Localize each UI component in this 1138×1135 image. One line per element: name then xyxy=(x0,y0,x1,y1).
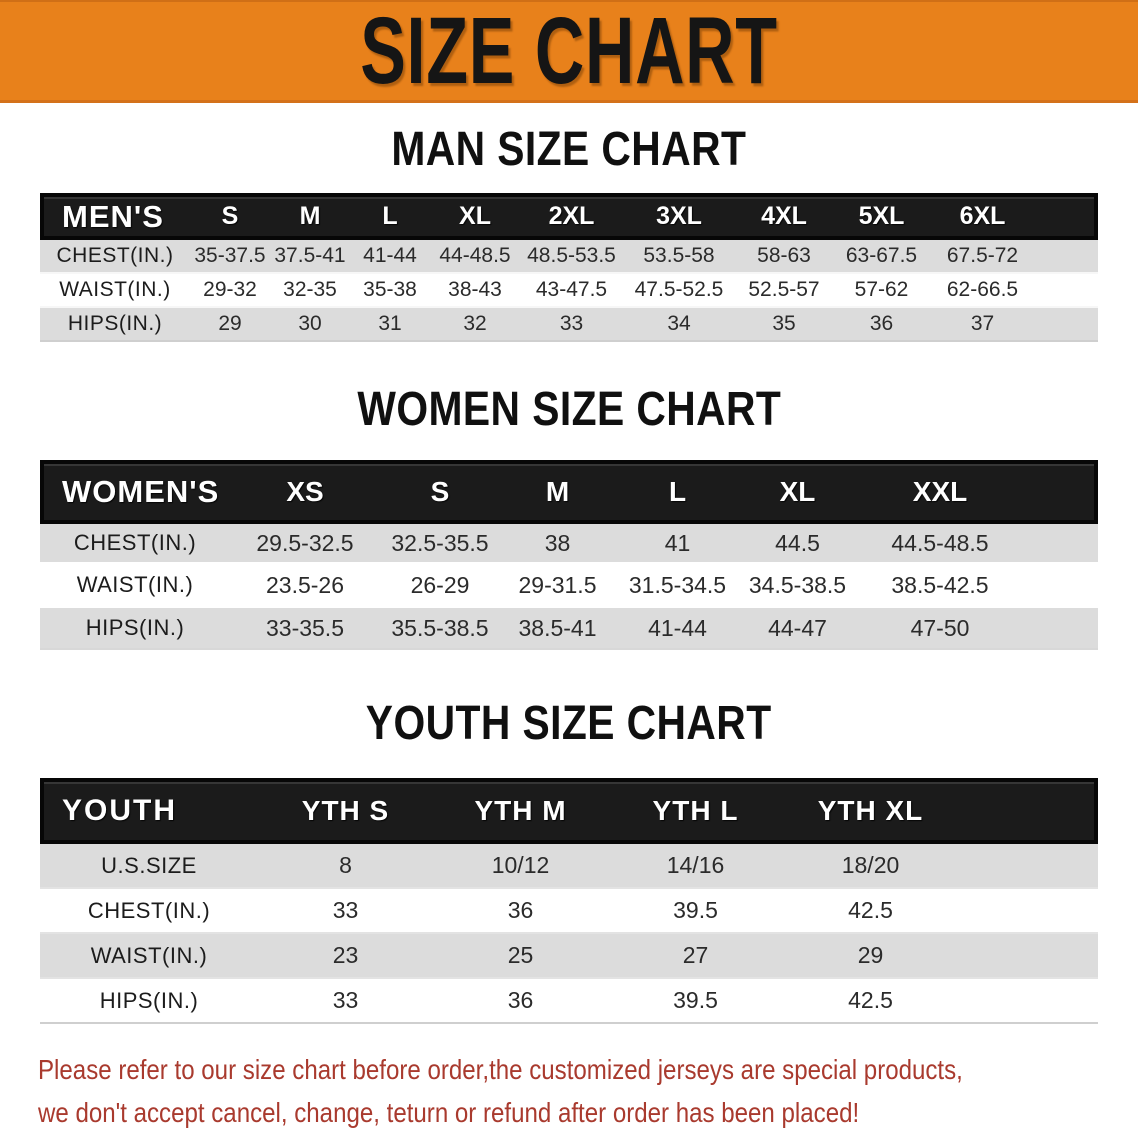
table-cell: 18/20 xyxy=(783,844,958,889)
column-header-6xl: 6XL xyxy=(930,193,1035,240)
table-cell: 23 xyxy=(258,934,433,979)
table-cell: 35.5-38.5 xyxy=(380,608,500,650)
womens-section-heading xyxy=(0,383,1138,436)
filler-cell xyxy=(958,979,1098,1024)
table-cell: 8 xyxy=(258,844,433,889)
mens-heading-text: MAN SIZE CHART xyxy=(391,123,747,176)
table-cell: 36 xyxy=(433,979,608,1024)
table-cell: 38 xyxy=(500,524,615,566)
table-cell: 47.5-52.5 xyxy=(623,274,735,308)
table-cell: 44.5-48.5 xyxy=(855,524,1025,566)
youth-ussize-row xyxy=(40,844,1098,889)
row-label: CHEST(IN.) xyxy=(40,889,258,934)
table-cell: 34 xyxy=(623,308,735,342)
table-cell: 37 xyxy=(930,308,1035,342)
table-cell: 33 xyxy=(258,979,433,1024)
womens-table-label: WOMEN'S xyxy=(40,460,230,524)
column-header-3xl: 3XL xyxy=(623,193,735,240)
table-cell: 27 xyxy=(608,934,783,979)
table-cell: 41-44 xyxy=(615,608,740,650)
table-cell: 32.5-35.5 xyxy=(380,524,500,566)
table-cell: 41 xyxy=(615,524,740,566)
column-header-5xl: 5XL xyxy=(833,193,930,240)
table-cell: 39.5 xyxy=(608,889,783,934)
womens-header-row xyxy=(40,460,1098,524)
table-cell: 30 xyxy=(270,308,350,342)
table-cell: 44-48.5 xyxy=(430,240,520,274)
table-cell: 38.5-41 xyxy=(500,608,615,650)
table-cell: 25 xyxy=(433,934,608,979)
youth-table-label: YOUTH xyxy=(40,778,258,844)
row-label: HIPS(IN.) xyxy=(40,608,230,650)
mens-waist-row xyxy=(40,274,1098,308)
table-cell: 48.5-53.5 xyxy=(520,240,623,274)
mens-chest-row xyxy=(40,240,1098,274)
filler-cell xyxy=(1035,308,1098,342)
table-cell: 42.5 xyxy=(783,889,958,934)
womens-heading-text: WOMEN SIZE CHART xyxy=(357,383,781,436)
womens-size-table xyxy=(40,460,1098,650)
column-header-s: S xyxy=(380,460,500,524)
table-cell: 53.5-58 xyxy=(623,240,735,274)
column-header-l: L xyxy=(350,193,430,240)
table-cell: 33-35.5 xyxy=(230,608,380,650)
banner-title: SIZE CHART xyxy=(360,0,778,104)
table-cell: 42.5 xyxy=(783,979,958,1024)
womens-section xyxy=(0,383,1138,650)
table-cell: 36 xyxy=(433,889,608,934)
header-filler xyxy=(1025,460,1098,524)
filler-cell xyxy=(958,889,1098,934)
youth-waist-row xyxy=(40,934,1098,979)
column-header-l: L xyxy=(615,460,740,524)
column-header-xs: XS xyxy=(230,460,380,524)
column-header-xl: XL xyxy=(740,460,855,524)
mens-header-row xyxy=(40,193,1098,240)
column-header-2xl: 2XL xyxy=(520,193,623,240)
column-header-yth-m: YTH M xyxy=(433,778,608,844)
womens-chest-row xyxy=(40,524,1098,566)
filler-cell xyxy=(1025,524,1098,566)
table-cell: 62-66.5 xyxy=(930,274,1035,308)
table-cell: 52.5-57 xyxy=(735,274,833,308)
disclaimer-line-2: we don't accept cancel, change, teturn or refund after order has been placed! xyxy=(38,1097,860,1129)
table-cell: 44.5 xyxy=(740,524,855,566)
row-label: WAIST(IN.) xyxy=(40,566,230,608)
table-cell: 29.5-32.5 xyxy=(230,524,380,566)
table-cell: 33 xyxy=(520,308,623,342)
column-header-4xl: 4XL xyxy=(735,193,833,240)
table-cell: 10/12 xyxy=(433,844,608,889)
youth-size-table xyxy=(40,778,1098,1024)
filler-cell xyxy=(1025,566,1098,608)
filler-cell xyxy=(958,934,1098,979)
table-cell: 29 xyxy=(190,308,270,342)
header-filler xyxy=(958,778,1098,844)
table-cell: 57-62 xyxy=(833,274,930,308)
mens-table-label: MEN'S xyxy=(40,193,190,240)
column-header-m: M xyxy=(500,460,615,524)
youth-chest-row xyxy=(40,889,1098,934)
table-cell: 35-38 xyxy=(350,274,430,308)
table-cell: 32 xyxy=(430,308,520,342)
column-header-yth-s: YTH S xyxy=(258,778,433,844)
row-label: CHEST(IN.) xyxy=(40,240,190,274)
youth-section xyxy=(0,697,1138,1024)
table-cell: 14/16 xyxy=(608,844,783,889)
table-cell: 23.5-26 xyxy=(230,566,380,608)
table-cell: 31.5-34.5 xyxy=(615,566,740,608)
youth-section-heading xyxy=(0,697,1138,750)
table-cell: 43-47.5 xyxy=(520,274,623,308)
table-cell: 29 xyxy=(783,934,958,979)
filler-cell xyxy=(1035,240,1098,274)
table-cell: 63-67.5 xyxy=(833,240,930,274)
mens-size-table xyxy=(40,193,1098,342)
table-cell: 35-37.5 xyxy=(190,240,270,274)
table-cell: 38.5-42.5 xyxy=(855,566,1025,608)
youth-heading-text: YOUTH SIZE CHART xyxy=(366,697,772,750)
header-filler xyxy=(1035,193,1098,240)
filler-cell xyxy=(1035,274,1098,308)
table-cell: 39.5 xyxy=(608,979,783,1024)
youth-header-row xyxy=(40,778,1098,844)
row-label: WAIST(IN.) xyxy=(40,274,190,308)
mens-section xyxy=(0,123,1138,342)
table-cell: 41-44 xyxy=(350,240,430,274)
column-header-yth-xl: YTH XL xyxy=(783,778,958,844)
column-header-xxl: XXL xyxy=(855,460,1025,524)
row-label: HIPS(IN.) xyxy=(40,308,190,342)
table-cell: 26-29 xyxy=(380,566,500,608)
table-cell: 58-63 xyxy=(735,240,833,274)
filler-cell xyxy=(1025,608,1098,650)
table-cell: 29-32 xyxy=(190,274,270,308)
table-cell: 38-43 xyxy=(430,274,520,308)
mens-hips-row xyxy=(40,308,1098,342)
table-cell: 67.5-72 xyxy=(930,240,1035,274)
column-header-yth-l: YTH L xyxy=(608,778,783,844)
womens-waist-row xyxy=(40,566,1098,608)
size-chart-banner xyxy=(0,0,1138,103)
filler-cell xyxy=(958,844,1098,889)
row-label: HIPS(IN.) xyxy=(40,979,258,1024)
table-cell: 31 xyxy=(350,308,430,342)
row-label: U.S.SIZE xyxy=(40,844,258,889)
table-cell: 32-35 xyxy=(270,274,350,308)
column-header-m: M xyxy=(270,193,350,240)
table-cell: 47-50 xyxy=(855,608,1025,650)
disclaimer-line-1: Please refer to our size chart before order,the customized jerseys are special products, xyxy=(38,1054,963,1085)
table-cell: 33 xyxy=(258,889,433,934)
column-header-xl: XL xyxy=(430,193,520,240)
youth-hips-row xyxy=(40,979,1098,1024)
disclaimer-note xyxy=(38,1048,1138,1135)
table-cell: 44-47 xyxy=(740,608,855,650)
table-cell: 34.5-38.5 xyxy=(740,566,855,608)
mens-section-heading xyxy=(0,123,1138,176)
table-cell: 35 xyxy=(735,308,833,342)
table-cell: 29-31.5 xyxy=(500,566,615,608)
table-cell: 36 xyxy=(833,308,930,342)
row-label: WAIST(IN.) xyxy=(40,934,258,979)
column-header-s: S xyxy=(190,193,270,240)
table-cell: 37.5-41 xyxy=(270,240,350,274)
womens-hips-row xyxy=(40,608,1098,650)
row-label: CHEST(IN.) xyxy=(40,524,230,566)
